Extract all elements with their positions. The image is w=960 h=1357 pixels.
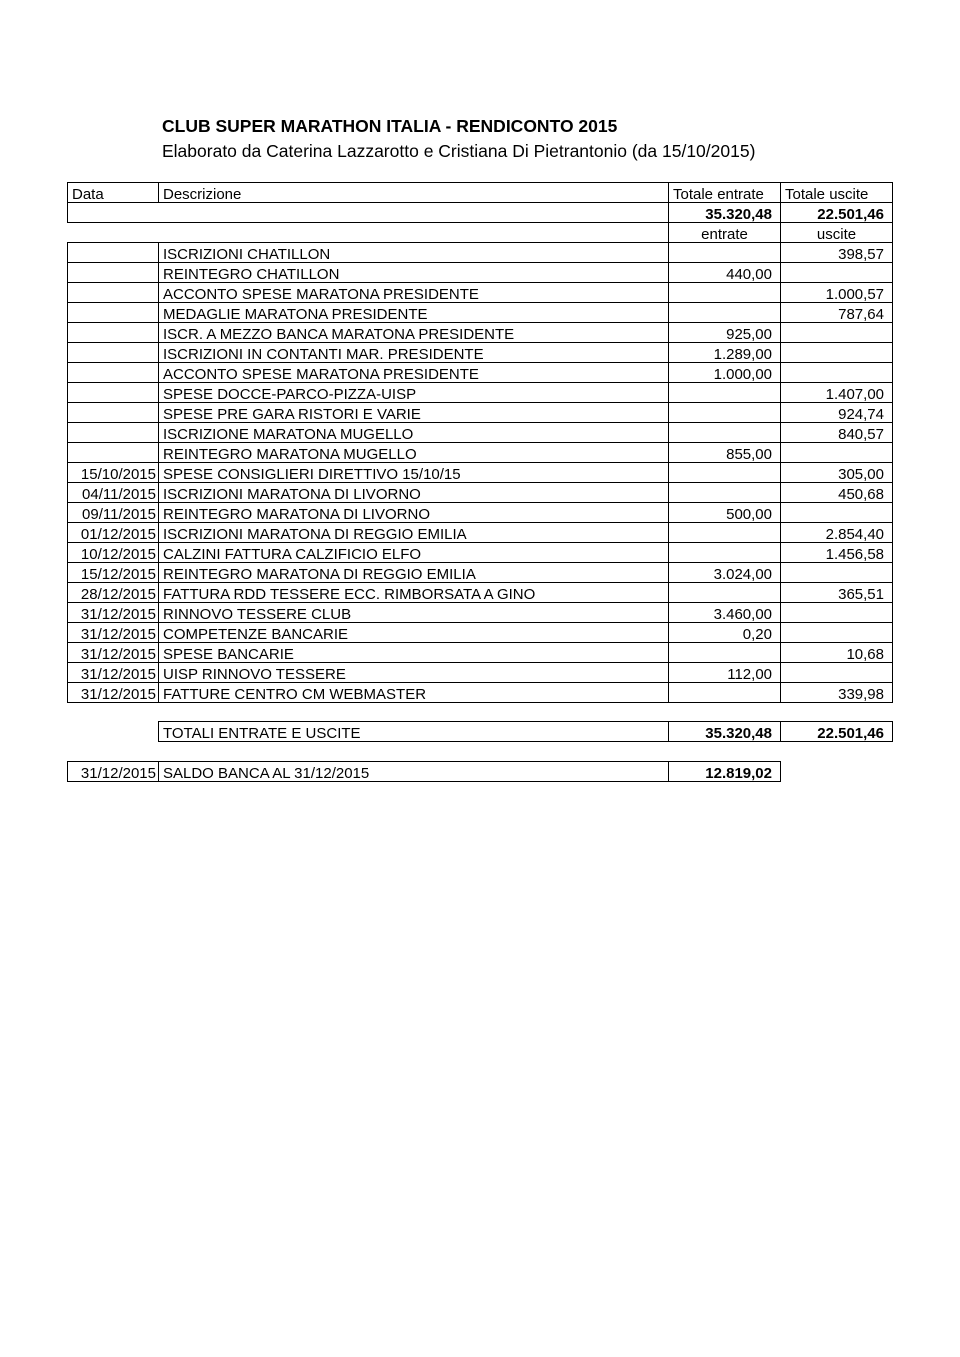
- table-row: [68, 283, 893, 303]
- row-date: 28/12/2015: [68, 583, 159, 603]
- row-date: 04/11/2015: [68, 483, 159, 503]
- header-data: Data: [68, 183, 159, 203]
- row-uscite: 1.456,58: [781, 543, 893, 563]
- row-descrizione: SPESE BANCARIE: [159, 643, 669, 663]
- row-uscite: 398,57: [781, 243, 893, 263]
- saldo-table: [67, 761, 781, 782]
- row-date: 31/12/2015: [68, 643, 159, 663]
- row-descrizione: SPESE DOCCE-PARCO-PIZZA-UISP: [159, 383, 669, 403]
- sum-entrate: 35.320,48: [669, 203, 781, 223]
- saldo-row: [68, 762, 781, 782]
- table-row: [68, 303, 893, 323]
- row-uscite: [781, 663, 893, 683]
- saldo-label: SALDO BANCA AL 31/12/2015: [159, 762, 669, 782]
- row-entrate: [669, 383, 781, 403]
- row-uscite: 2.854,40: [781, 523, 893, 543]
- row-date: 01/12/2015: [68, 523, 159, 543]
- table-row: [68, 623, 893, 643]
- table-row: [68, 523, 893, 543]
- row-uscite: [781, 343, 893, 363]
- table-row: [68, 463, 893, 483]
- table-row: [68, 603, 893, 623]
- row-descrizione: UISP RINNOVO TESSERE: [159, 663, 669, 683]
- row-uscite: [781, 443, 893, 463]
- row-descrizione: SPESE PRE GARA RISTORI E VARIE: [159, 403, 669, 423]
- row-date: [68, 363, 159, 383]
- document-subtitle: Elaborato da Caterina Lazzarotto e Cristiana Di Pietrantonio (da 15/10/2015): [162, 141, 756, 161]
- label-entrate: entrate: [669, 223, 781, 243]
- row-date: [68, 283, 159, 303]
- row-date: [68, 383, 159, 403]
- row-uscite: 339,98: [781, 683, 893, 703]
- table-row: [68, 363, 893, 383]
- row-date: [68, 403, 159, 423]
- totals-entrate: 35.320,48: [669, 722, 781, 742]
- row-descrizione: MEDAGLIE MARATONA PRESIDENTE: [159, 303, 669, 323]
- row-descrizione: REINTEGRO MARATONA MUGELLO: [159, 443, 669, 463]
- table-row: [68, 683, 893, 703]
- row-entrate: 112,00: [669, 663, 781, 683]
- row-entrate: [669, 423, 781, 443]
- row-entrate: 855,00: [669, 443, 781, 463]
- row-descrizione: FATTURE CENTRO CM WEBMASTER: [159, 683, 669, 703]
- row-uscite: [781, 623, 893, 643]
- row-entrate: 500,00: [669, 503, 781, 523]
- row-entrate: 3.460,00: [669, 603, 781, 623]
- row-entrate: [669, 403, 781, 423]
- row-uscite: 365,51: [781, 583, 893, 603]
- table-row: [68, 383, 893, 403]
- sum-row-empty: [68, 203, 669, 223]
- row-uscite: [781, 263, 893, 283]
- row-entrate: 0,20: [669, 623, 781, 643]
- row-descrizione: FATTURA RDD TESSERE ECC. RIMBORSATA A GINO: [159, 583, 669, 603]
- row-descrizione: RINNOVO TESSERE CLUB: [159, 603, 669, 623]
- header-row: [68, 183, 893, 203]
- row-descrizione: ISCRIZIONE MARATONA MUGELLO: [159, 423, 669, 443]
- row-descrizione: COMPETENZE BANCARIE: [159, 623, 669, 643]
- row-date: [68, 343, 159, 363]
- table-row: [68, 323, 893, 343]
- row-date: 31/12/2015: [68, 663, 159, 683]
- row-descrizione: CALZINI FATTURA CALZIFICIO ELFO: [159, 543, 669, 563]
- table-row: [68, 483, 893, 503]
- row-descrizione: ISCRIZIONI IN CONTANTI MAR. PRESIDENTE: [159, 343, 669, 363]
- saldo-date: 31/12/2015: [68, 762, 159, 782]
- row-uscite: 305,00: [781, 463, 893, 483]
- type-row-empty: [68, 223, 669, 243]
- row-entrate: [669, 283, 781, 303]
- row-uscite: 450,68: [781, 483, 893, 503]
- totals-table: [158, 721, 893, 742]
- sum-row: [68, 203, 893, 223]
- row-uscite: [781, 503, 893, 523]
- type-row: [68, 223, 893, 243]
- sum-uscite: 22.501,46: [781, 203, 893, 223]
- row-descrizione: ACCONTO SPESE MARATONA PRESIDENTE: [159, 363, 669, 383]
- row-date: [68, 263, 159, 283]
- row-entrate: 1.289,00: [669, 343, 781, 363]
- table-row: [68, 263, 893, 283]
- row-date: 10/12/2015: [68, 543, 159, 563]
- row-entrate: 925,00: [669, 323, 781, 343]
- row-entrate: [669, 643, 781, 663]
- row-entrate: [669, 483, 781, 503]
- table-row: [68, 503, 893, 523]
- table-row: [68, 343, 893, 363]
- row-date: [68, 323, 159, 343]
- row-uscite: [781, 363, 893, 383]
- table-row: [68, 423, 893, 443]
- row-date: [68, 423, 159, 443]
- row-date: 31/12/2015: [68, 623, 159, 643]
- row-uscite: 1.407,00: [781, 383, 893, 403]
- row-date: 15/12/2015: [68, 563, 159, 583]
- table-row: [68, 663, 893, 683]
- row-entrate: [669, 583, 781, 603]
- row-date: 15/10/2015: [68, 463, 159, 483]
- table-row: [68, 403, 893, 423]
- row-uscite: [781, 563, 893, 583]
- row-uscite: [781, 323, 893, 343]
- row-entrate: [669, 463, 781, 483]
- row-uscite: 924,74: [781, 403, 893, 423]
- row-descrizione: ISCR. A MEZZO BANCA MARATONA PRESIDENTE: [159, 323, 669, 343]
- row-entrate: [669, 303, 781, 323]
- row-date: 09/11/2015: [68, 503, 159, 523]
- saldo-value: 12.819,02: [669, 762, 781, 782]
- row-entrate: 440,00: [669, 263, 781, 283]
- ledger-table: [67, 182, 893, 703]
- table-row: [68, 583, 893, 603]
- row-descrizione: REINTEGRO CHATILLON: [159, 263, 669, 283]
- row-descrizione: REINTEGRO MARATONA DI REGGIO EMILIA: [159, 563, 669, 583]
- row-uscite: [781, 603, 893, 623]
- row-entrate: [669, 523, 781, 543]
- row-descrizione: SPESE CONSIGLIERI DIRETTIVO 15/10/15: [159, 463, 669, 483]
- row-descrizione: ACCONTO SPESE MARATONA PRESIDENTE: [159, 283, 669, 303]
- row-date: [68, 443, 159, 463]
- document-title: CLUB SUPER MARATHON ITALIA - RENDICONTO 2015: [162, 116, 618, 136]
- row-descrizione: ISCRIZIONI MARATONA DI LIVORNO: [159, 483, 669, 503]
- row-entrate: 1.000,00: [669, 363, 781, 383]
- totals-uscite: 22.501,46: [781, 722, 893, 742]
- totals-row: [159, 722, 893, 742]
- row-entrate: 3.024,00: [669, 563, 781, 583]
- table-row: [68, 443, 893, 463]
- row-uscite: 787,64: [781, 303, 893, 323]
- header-totale-entrate: Totale entrate: [669, 183, 781, 203]
- row-uscite: 10,68: [781, 643, 893, 663]
- row-descrizione: REINTEGRO MARATONA DI LIVORNO: [159, 503, 669, 523]
- table-row: [68, 563, 893, 583]
- table-row: [68, 543, 893, 563]
- row-descrizione: ISCRIZIONI MARATONA DI REGGIO EMILIA: [159, 523, 669, 543]
- row-uscite: 840,57: [781, 423, 893, 443]
- label-uscite: uscite: [781, 223, 893, 243]
- row-descrizione: ISCRIZIONI CHATILLON: [159, 243, 669, 263]
- header-totale-uscite: Totale uscite: [781, 183, 893, 203]
- header-descrizione: Descrizione: [159, 183, 669, 203]
- totals-label: TOTALI ENTRATE E USCITE: [159, 722, 669, 742]
- row-date: 31/12/2015: [68, 603, 159, 623]
- row-entrate: [669, 683, 781, 703]
- row-date: [68, 243, 159, 263]
- table-row: [68, 643, 893, 663]
- table-row: [68, 243, 893, 263]
- row-entrate: [669, 243, 781, 263]
- row-date: 31/12/2015: [68, 683, 159, 703]
- row-date: [68, 303, 159, 323]
- row-entrate: [669, 543, 781, 563]
- row-uscite: 1.000,57: [781, 283, 893, 303]
